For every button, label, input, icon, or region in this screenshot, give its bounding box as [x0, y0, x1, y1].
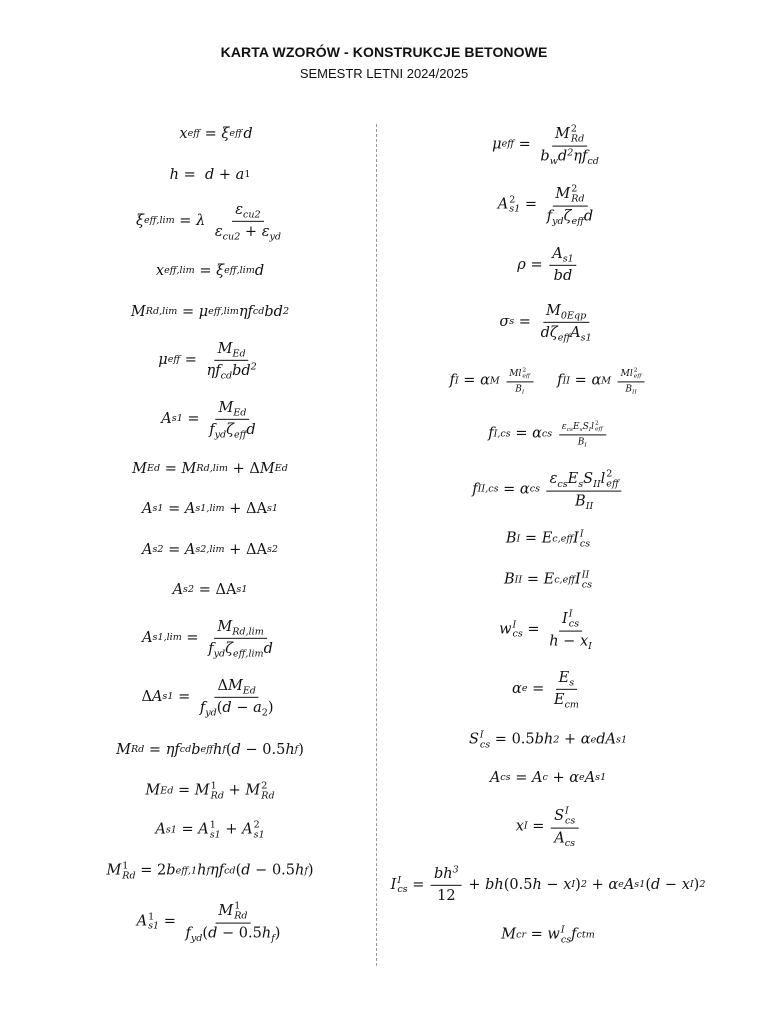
- formula-left-5: μ eff = $\frac{M_{Ed}}{\eta f_{cd}bd^2}$: [158, 340, 257, 382]
- column-divider: [376, 124, 377, 966]
- formula-left-8: A s1 = A s1,lim + ΔA s1: [141, 500, 279, 517]
- formula-right-5: f I,cs = α cs $\varepsilon_{cs}E_sS_Il$ 2 eff $B_I$: [488, 420, 608, 447]
- formula-left-0: x eff = ξ eff d: [179, 125, 253, 142]
- formula-left-2: ξ eff,lim = λ $\frac{\varepsilon_{cu2}}{\varepsilon_{cu2} + \varepsilon_{yd}}$: [136, 201, 281, 243]
- formula-right-15: M cr = w I cs f ctm: [501, 924, 595, 945]
- formula-right-1: A 2 s1 = M 2 Rd $f_{yd}\zeta_{eff}d$: [497, 183, 594, 228]
- formula-right-7: B I = E c,eff I I cs: [505, 528, 591, 549]
- page-subtitle: SEMESTR LETNI 2024/2025: [299, 66, 469, 81]
- formula-right-10: α e = $\frac{E_s}{E_{cm}}$: [512, 669, 579, 711]
- formula-left-6: A s1 = $\frac{M_{Ed}}{f_{yd}\zeta_{eff}d}$: [161, 399, 256, 441]
- formula-right-11: S I cs = 0.5 bh 2 + α e d A s1: [468, 729, 628, 750]
- formula-left-15: A s1 = A 1 s1 + A 2 s1: [155, 819, 265, 840]
- formula-left-7: M Ed = M Rd,lim + Δ M Ed: [132, 460, 288, 477]
- formula-left-1: h = d + a 1: [169, 166, 251, 183]
- formula-right-2: ρ = $\frac{A_{s1}}{bd}$: [517, 246, 578, 284]
- formula-left-4: M Rd,lim = μ eff,lim η f cd bd 2: [130, 303, 290, 320]
- formula-left-13: M Rd = η f cd b eff h f ( d − 0.5 h f ): [116, 741, 304, 758]
- formula-right-14: I I cs = $\frac{bh^3}{12}$ + bh (0.5 h − x I ) 2 + α e A s1 ( d − x I ) 2: [390, 864, 706, 904]
- page-title: KARTA WZORÓW - KONSTRUKCJE BETONOWE: [220, 44, 548, 60]
- formula-left-3: x eff,lim = ξ eff,lim d: [155, 262, 265, 279]
- formula-right-13: x I = S I cs $A_{cs}$: [516, 807, 581, 848]
- formula-left-12: Δ A s1 = $\frac{\Delta M_{Ed}}{f_{yd}(d - a_2)}$: [141, 677, 274, 719]
- formula-right-4: f I = α M Ml 2 eff $B_I$ f II = α M Ml 2 eff $B_{II}$: [450, 367, 647, 394]
- formula-left-16: M 1 Rd = 2 b eff,1 h f η f cd ( d − 0.5 h f ): [106, 860, 314, 881]
- formula-left-17: A 1 s1 = M 1 Rd $f_{yd}(d - 0.5h_f)$: [136, 900, 281, 945]
- formula-right-8: B II = E c,eff I II cs: [503, 569, 593, 590]
- formula-left-10: A s2 = ΔA s1: [172, 581, 248, 598]
- formula-right-12: A cs = A c + α e A s1: [489, 769, 607, 786]
- formula-right-0: μ eff = M 2 Rd $b_wd^2\eta f_{cd}$: [492, 123, 599, 168]
- formula-right-6: f II,cs = α cs $\varepsilon_{cs}E_sS_{II}l$ 2 eff $B_{II}$: [472, 470, 623, 511]
- formula-left-11: A s1,lim = $\frac{M_{Rd,lim}}{f_{yd}\zeta_{eff,lim}d}$: [142, 618, 273, 660]
- formula-right-3: σ s = $\frac{M_{0Eqp}}{d\zeta_{eff}A_{s1}}$: [499, 302, 592, 344]
- formula-left-14: M Ed = M 1 Rd + M 2 Rd: [145, 780, 275, 801]
- formula-left-9: A s2 = A s2,lim + ΔA s2: [141, 541, 279, 558]
- formula-right-9: w I cs = I I cs $h - x_I$: [499, 608, 592, 653]
